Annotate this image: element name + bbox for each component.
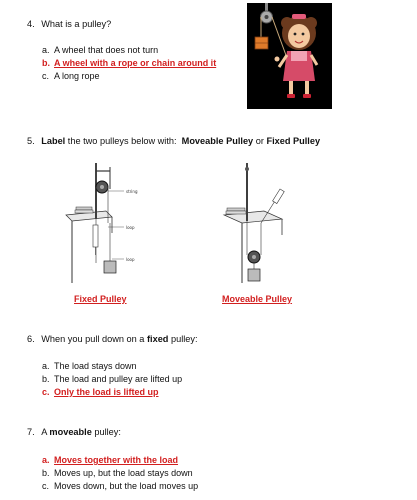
girl-pulley-illustration: [247, 3, 332, 109]
option-letter: c.: [42, 481, 50, 491]
question-6: [27, 334, 198, 344]
label-loop-lower: loop: [126, 257, 135, 262]
q6-option-c-answer: [42, 387, 159, 397]
option-letter: b.: [42, 58, 50, 68]
option-letter: a.: [42, 455, 50, 465]
moveable-pulley-figure: [222, 163, 312, 291]
option-letter: b.: [42, 468, 50, 478]
label-string: string: [126, 189, 138, 194]
question-suffix: pulley:: [91, 427, 121, 437]
q4-option-b-answer: [42, 58, 216, 68]
question-bold-word: fixed: [146, 334, 169, 344]
option-text: Moves down, but the load moves up: [54, 481, 199, 491]
question-prefix: When you pull down on a: [41, 334, 147, 344]
option-fixed: Fixed Pulley: [266, 136, 321, 146]
option-letter: a.: [42, 45, 50, 55]
q6-option-b: [42, 374, 182, 384]
option-text: The load and pulley are lifted up: [54, 374, 183, 384]
option-text: A wheel that does not turn: [54, 45, 159, 55]
fixed-pulley-diagram: [62, 163, 166, 291]
question-prefix: A: [41, 427, 50, 437]
moveable-pulley-caption: Moveable Pulley: [222, 294, 293, 304]
question-7: [27, 427, 121, 437]
girl-pulley-photo: [247, 3, 332, 109]
option-letter: c.: [42, 387, 50, 397]
option-letter: b.: [42, 374, 50, 384]
question-number: 4.: [27, 19, 35, 29]
q7-option-c: [42, 481, 198, 491]
q7-option-a-answer: [42, 455, 178, 465]
q4-option-a: [42, 45, 158, 55]
label-loop-upper: loop: [126, 225, 135, 230]
q7-option-b: [42, 468, 193, 478]
question-number: 5.: [27, 136, 35, 146]
label-word: Label: [41, 136, 66, 146]
question-number: 7.: [27, 427, 35, 437]
question-suffix: pulley:: [168, 334, 198, 344]
option-text: Only the load is lifted up: [54, 387, 159, 397]
option-moveable: Moveable Pulley: [181, 136, 254, 146]
question-text: What is a pulley?: [41, 19, 112, 29]
fixed-pulley-figure: [62, 163, 166, 291]
moveable-pulley-diagram: [222, 163, 312, 291]
option-text: Moves together with the load: [54, 455, 179, 465]
fixed-pulley-caption: Fixed Pulley: [74, 294, 127, 304]
question-text: the two pulleys below with:: [65, 136, 182, 146]
q4-option-c: [42, 71, 100, 81]
question-4: [27, 19, 111, 29]
or-word: or: [253, 136, 267, 146]
q6-option-a: [42, 361, 137, 371]
option-text: A long rope: [54, 71, 100, 81]
option-text: The load stays down: [54, 361, 137, 371]
option-letter: c.: [42, 71, 50, 81]
option-text: Moves up, but the load stays down: [54, 468, 193, 478]
question-5: [27, 136, 320, 146]
option-letter: a.: [42, 361, 50, 371]
question-number: 6.: [27, 334, 35, 344]
question-bold-word: moveable: [49, 427, 92, 437]
option-text: A wheel with a rope or chain around it: [54, 58, 217, 68]
